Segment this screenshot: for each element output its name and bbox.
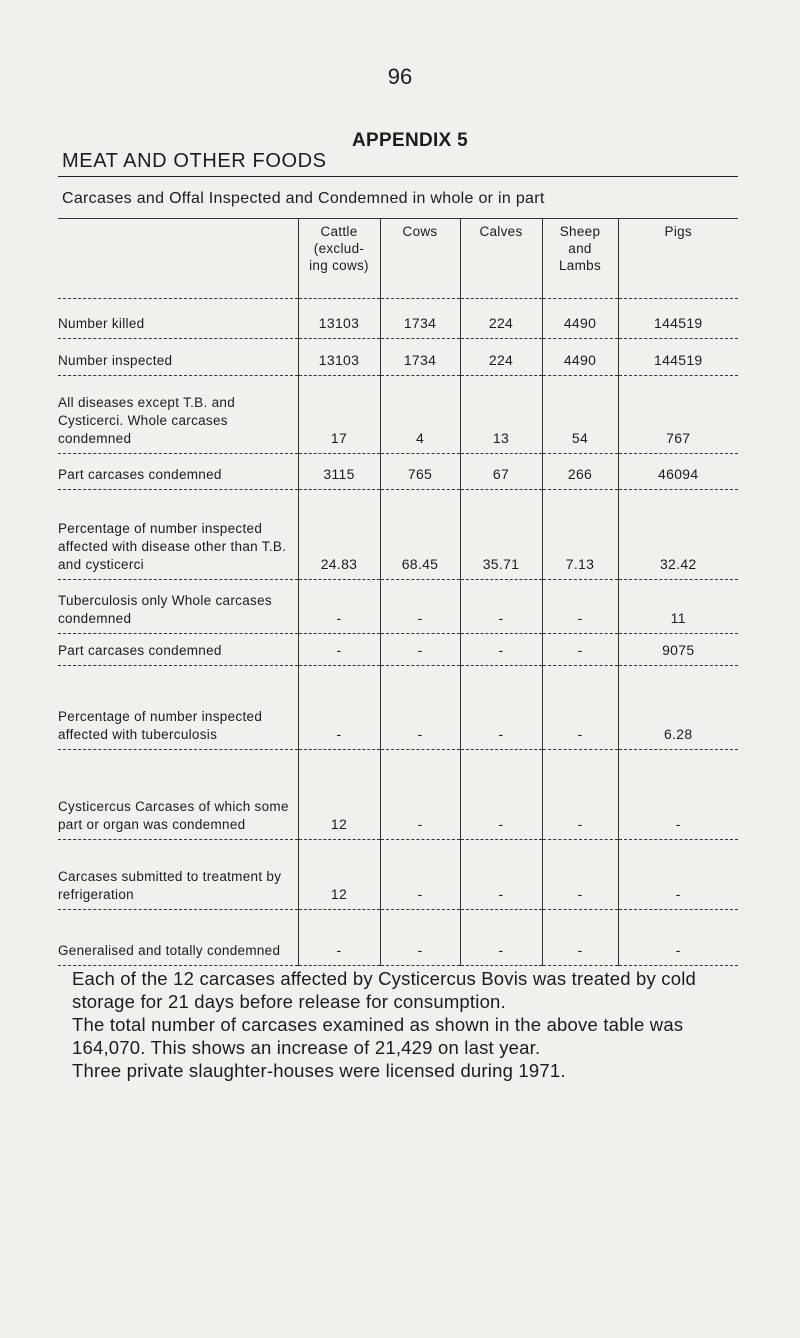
table-cell: 1734 (380, 299, 460, 339)
title-rule (58, 176, 738, 177)
table-row (58, 840, 738, 910)
table-cell: 266 (542, 454, 618, 490)
table-cell: - (380, 580, 460, 634)
table-cell: - (460, 750, 542, 840)
row-label: Carcases submitted to treatment by refrigeration (58, 840, 298, 910)
table-cell: - (380, 750, 460, 840)
table-cell: 68.45 (380, 490, 460, 580)
header-cell (58, 219, 298, 299)
row-label: Tuberculosis only Whole carcases condemned (58, 580, 298, 634)
table-row (58, 299, 738, 339)
table-cell: 144519 (618, 299, 738, 339)
table-cell: - (542, 634, 618, 666)
table-cell: - (380, 910, 460, 966)
table-header-row (58, 219, 738, 299)
row-label: Percentage of number inspected affected with tuberculosis (58, 666, 298, 750)
appendix-title: APPENDIX 5 (352, 130, 468, 151)
table-cell: 6.28 (618, 666, 738, 750)
table-cell: - (298, 634, 380, 666)
table-cell: - (460, 580, 542, 634)
table-cell: 224 (460, 299, 542, 339)
table-row (58, 666, 738, 750)
table-cell: 4490 (542, 299, 618, 339)
note-cysticercus: Each of the 12 carcases affected by Cysticercus Bovis was treated by cold storage for 21 days before release for consumption. (72, 968, 697, 1012)
notes (62, 967, 762, 1082)
table-cell: 767 (618, 376, 738, 454)
table-cell: 12 (298, 840, 380, 910)
header-cows: Cows (380, 219, 460, 299)
inspection-table (58, 218, 738, 966)
row-label: Part carcases condemned (58, 634, 298, 666)
table-cell: 12 (298, 750, 380, 840)
section-title: MEAT AND OTHER FOODS (62, 150, 327, 172)
table-cell: 17 (298, 376, 380, 454)
table-caption: Carcases and Offal Inspected and Condemned in whole or in part (62, 190, 545, 207)
table-cell: 4490 (542, 339, 618, 376)
table-cell: 46094 (618, 454, 738, 490)
table-cell: - (380, 666, 460, 750)
note-total-examined: The total number of carcases examined as shown in the above table was 164,070. This shows an increase of 21,429 on last year. (72, 1014, 684, 1058)
row-label: Generalised and totally condemned (58, 910, 298, 966)
table-cell: - (618, 910, 738, 966)
table-cell: - (542, 750, 618, 840)
header-calves: Calves (460, 219, 542, 299)
table-cell: - (542, 580, 618, 634)
table-cell: 13103 (298, 339, 380, 376)
table-cell: 54 (542, 376, 618, 454)
table-cell: - (618, 750, 738, 840)
table-row (58, 454, 738, 490)
table-cell: 765 (380, 454, 460, 490)
table-cell: 24.83 (298, 490, 380, 580)
row-label: Percentage of number inspected affected with disease other than T.B. and cysticerci (58, 490, 298, 580)
page-number: 96 (387, 64, 413, 89)
table-cell: 32.42 (618, 490, 738, 580)
row-label: Part carcases condemned (58, 454, 298, 490)
table-row (58, 490, 738, 580)
table-cell: 11 (618, 580, 738, 634)
table-cell: 13103 (298, 299, 380, 339)
table-cell: - (298, 580, 380, 634)
header-pigs: Pigs (618, 219, 738, 299)
table-cell: 13 (460, 376, 542, 454)
table-row (58, 750, 738, 840)
table-cell: 9075 (618, 634, 738, 666)
table-row (58, 376, 738, 454)
table-cell: - (380, 840, 460, 910)
table-cell: 67 (460, 454, 542, 490)
table-cell: 3115 (298, 454, 380, 490)
table-cell: - (542, 840, 618, 910)
table-cell: 7.13 (542, 490, 618, 580)
table-cell: - (460, 840, 542, 910)
row-label: Number killed (58, 299, 298, 339)
table-row (58, 339, 738, 376)
row-label: All diseases except T.B. and Cysticerci. Whole carcases condemned (58, 376, 298, 454)
table-cell: 4 (380, 376, 460, 454)
table-cell: - (460, 666, 542, 750)
table-cell: 35.71 (460, 490, 542, 580)
header-cattle: Cattle (exclud- ing cows) (298, 219, 380, 299)
table-row (58, 910, 738, 966)
row-label: Cysticercus Carcases of which some part or organ was condemned (58, 750, 298, 840)
table-cell: - (298, 910, 380, 966)
row-label: Number inspected (58, 339, 298, 376)
note-slaughter-houses: Three private slaughter-houses were licensed during 1971. (72, 1060, 566, 1081)
table-cell: - (542, 666, 618, 750)
table-cell: 1734 (380, 339, 460, 376)
table-cell: 144519 (618, 339, 738, 376)
table-cell: - (542, 910, 618, 966)
table-cell: 224 (460, 339, 542, 376)
header-sheep-and-lambs: Sheep and Lambs (542, 219, 618, 299)
table-cell: - (460, 634, 542, 666)
table-row (58, 634, 738, 666)
table-cell: - (618, 840, 738, 910)
table-row (58, 580, 738, 634)
table-cell: - (460, 910, 542, 966)
table-cell: - (380, 634, 460, 666)
table-cell: - (298, 666, 380, 750)
